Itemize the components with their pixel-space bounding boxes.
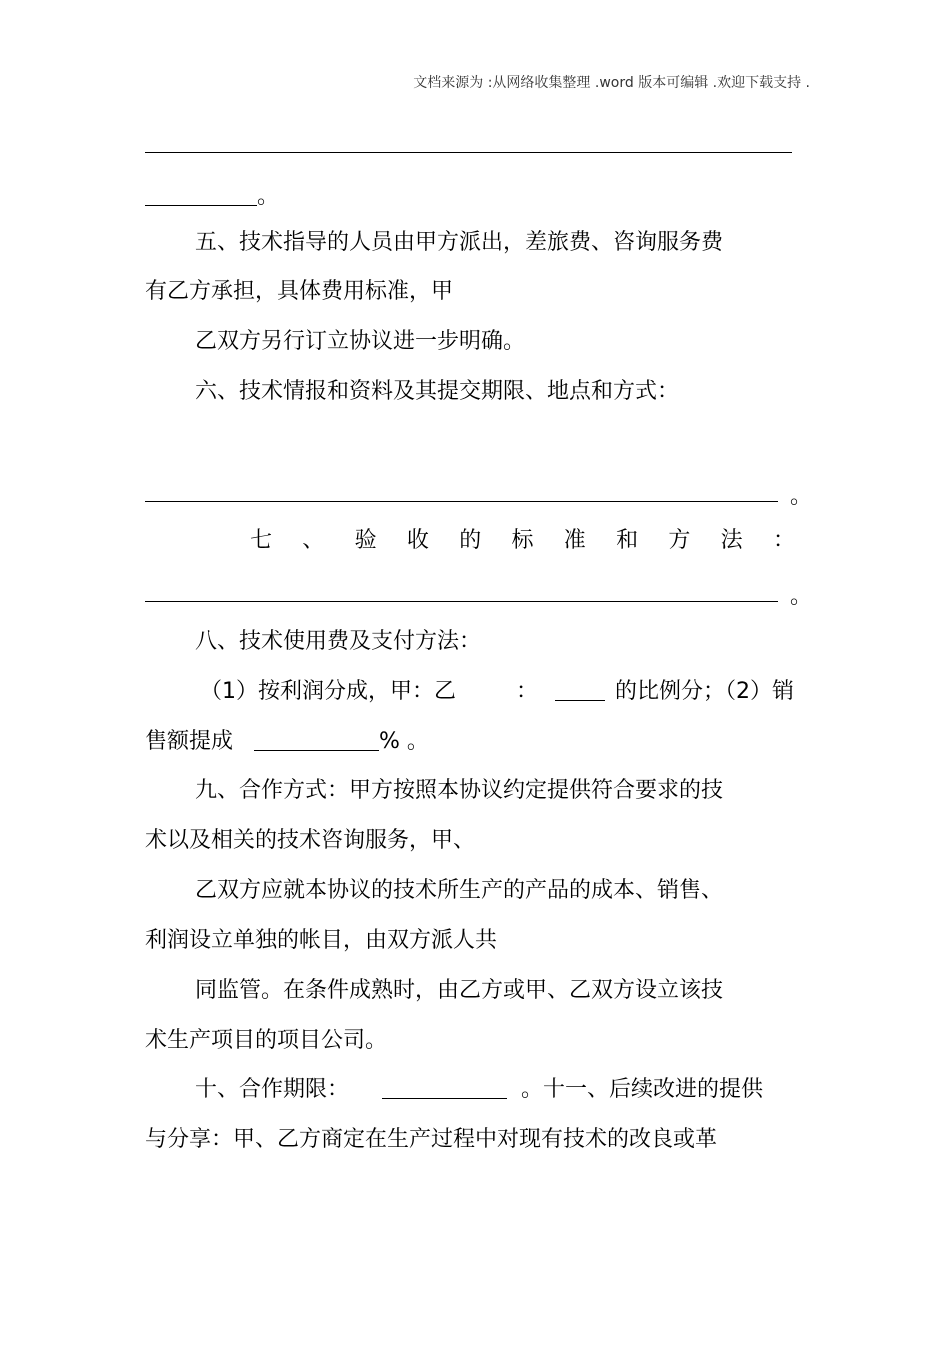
paragraph-line: 售额提成 % 。 [145,729,429,754]
blank-field [555,678,605,701]
paragraph-line: 利润设立单独的帐目，由双方派人共 [145,928,498,953]
paragraph-line: （1）按利润分成，甲：乙 ： 的比例分；（2）销 [200,679,795,704]
period: 。 [790,484,813,509]
paragraph-line: 。 [145,182,279,212]
blank-field [254,728,379,751]
clause-10: 十、合作期限： 。十一、后续改进的提供 [195,1077,764,1102]
clause-6: 六、技术情报和资料及其提交期限、地点和方式： [195,379,680,404]
page-header: 文档来源为 :从网络收集整理 .word 版本可编辑 .欢迎下载支持 . [413,75,810,91]
blank-line [145,501,778,502]
blank-field [145,183,257,206]
paragraph-line: 乙双方另行订立协议进一步明确。 [195,329,526,354]
clause-5: 五、技术指导的人员由甲方派出，差旅费、咨询服务费 [195,230,724,255]
paragraph-line: 有乙方承担，具体费用标准，甲 [145,279,454,304]
clause-7: 七 、 验 收 的 标 准 和 方 法 ： [250,528,795,553]
blank-line [145,152,792,153]
period: 。 [790,584,813,609]
blank-field [382,1076,507,1099]
clause-9: 九、合作方式：甲方按照本协议约定提供符合要求的技 [195,778,724,803]
clause-8: 八、技术使用费及支付方法： [195,629,482,654]
paragraph-line: 与分享：甲、乙方商定在生产过程中对现有技术的改良或革 [145,1127,718,1152]
paragraph-line: 术以及相关的技术咨询服务，甲、 [145,828,476,853]
paragraph-line: 术生产项目的项目公司。 [145,1028,388,1053]
paragraph-line: 同监管。在条件成熟时，由乙方或甲、乙双方设立该技 [195,978,724,1003]
paragraph-line: 乙双方应就本协议的技术所生产的产品的成本、销售、 [195,878,724,903]
blank-line [145,601,778,602]
